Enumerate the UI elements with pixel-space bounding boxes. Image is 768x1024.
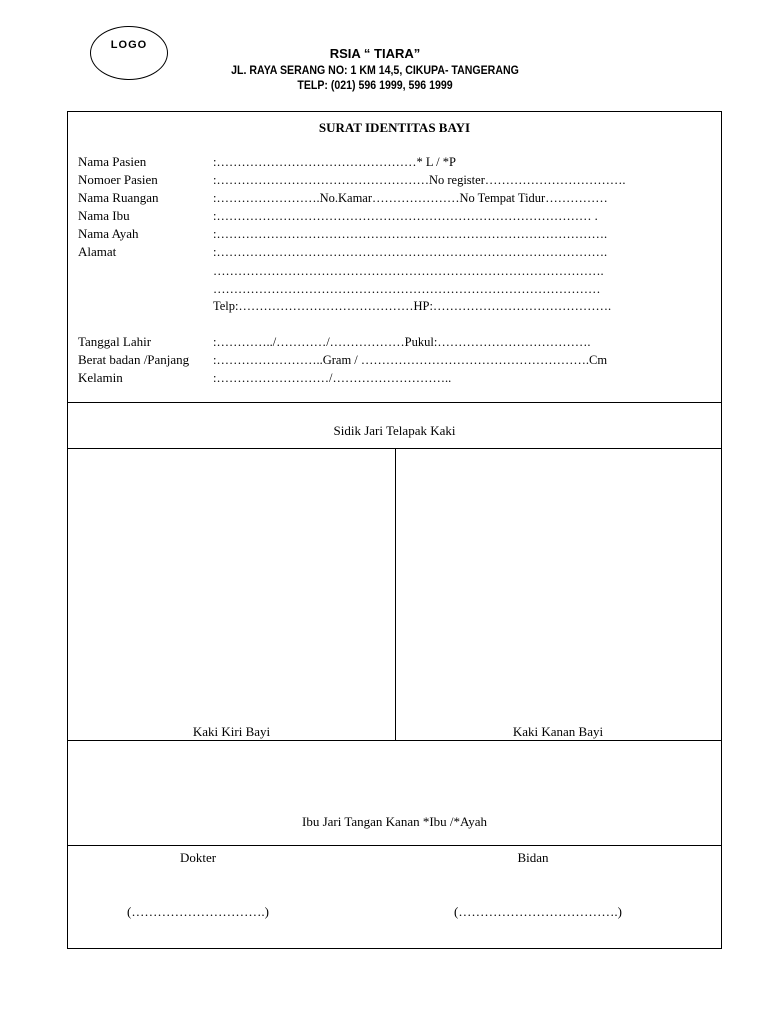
hospital-logo: LOGO [90,26,168,80]
field-nomor-pasien: :……………………………………………No register……………………………. [213,173,626,187]
label-nama-ruangan: Nama Ruangan [78,190,159,205]
field-alamat-1: :…………………………………………………………………………………. [213,245,608,259]
form-frame [67,111,722,949]
field-nama-ruangan: :…………………….No.Kamar…………………No Tempat Tidur…………… [213,191,608,205]
doctor-signature-line: (………………………….) [127,904,269,919]
form-title: SURAT IDENTITAS BAYI [318,120,471,135]
label-nomor-pasien: Nomoer Pasien [78,172,158,187]
field-nama-ayah: :…………………………………………………………………………………. [213,227,608,241]
hospital-address: JL. RAYA SERANG NO: 1 KM 14,5, CIKUPA- TANGERANG [231,65,519,77]
right-foot-label: Kaki Kanan Bayi [512,724,604,739]
thumbprint-label: Ibu Jari Tangan Kanan *Ibu /*Ayah [301,814,488,829]
label-berat-panjang: Berat badan /Panjang [78,352,190,367]
label-tanggal-lahir: Tanggal Lahir [78,334,152,349]
midwife-signature-line: (……………………………….) [454,904,622,919]
field-tanggal-lahir: :…………../…………/………………Pukul:………………………………. [213,335,591,349]
divider-thumbprint-top [68,740,721,741]
divider-signature-top [68,845,721,846]
field-berat-panjang: :……………………..Gram / ……………………………………………….Cm [213,353,608,367]
label-kelamin: Kelamin [78,370,123,385]
divider-footprint-top [68,402,721,403]
divider-footprint-middle [395,448,396,740]
label-nama-ayah: Nama Ayah [78,226,139,241]
label-nama-pasien: Nama Pasien [78,154,147,169]
footprint-title: Sidik Jari Telapak Kaki [333,423,456,438]
hospital-phone: TELP: (021) 596 1999, 596 1999 [297,80,453,92]
hospital-name: RSIA “ TIARA” [329,46,421,61]
field-nama-ibu: :……………………………………………………………………………… . [213,209,598,223]
field-nama-pasien: :…………………………………………* L / *P [213,155,456,169]
left-foot-label: Kaki Kiri Bayi [192,724,271,739]
label-nama-ibu: Nama Ibu [78,208,130,223]
label-alamat: Alamat [78,244,117,259]
midwife-label: Bidan [517,850,549,865]
field-alamat-2: …………………………………………………………………………………. [213,264,604,278]
field-telp-hp: Telp:……………………………………HP:……………………………………. [213,299,612,313]
field-alamat-3: ………………………………………………………………………………… [213,282,601,296]
doctor-label: Dokter [179,850,217,865]
field-kelamin: :………………………/……………………….. [213,371,452,385]
